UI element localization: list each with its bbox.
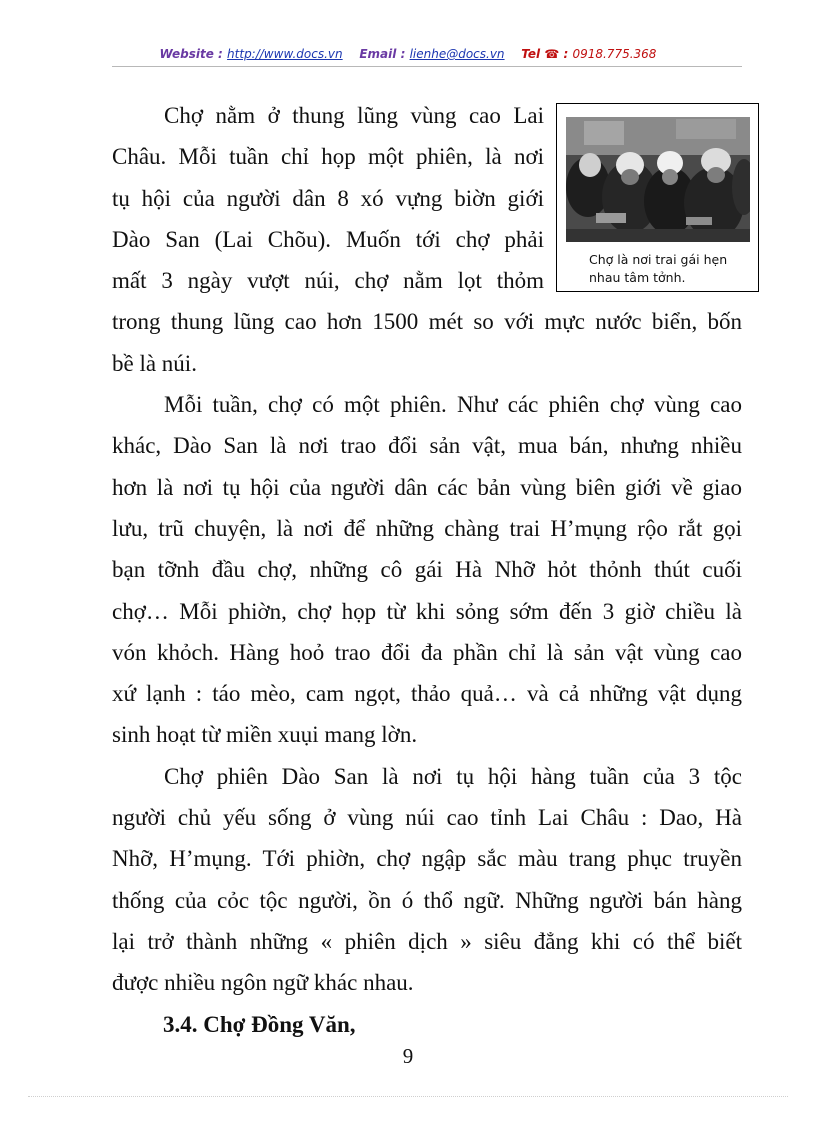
paragraph-line: sinh hoạt từ miền xuụi mang lờn. [112, 722, 418, 748]
email-link[interactable]: lienhe@docs.vn [409, 47, 505, 61]
header-divider [112, 66, 742, 67]
email-label: Email : [359, 47, 406, 61]
website-link[interactable]: http://www.docs.vn [227, 47, 343, 61]
paragraph-line: chợ… Mỗi phiờn, chợ họp từ khi sỏng sớm đến 3 giờ chiều là [112, 598, 742, 624]
paragraph-line: bạn tỡnh đầu chợ, những cô gái Hà Nhỡ hỏt thỏnh thút cuối [112, 557, 742, 583]
paragraph-line: được nhiều ngôn ngữ khác nhau. [112, 970, 414, 996]
body-text [112, 95, 742, 1004]
caption-line: Chợ là nơi trai gái hẹn [589, 252, 728, 267]
paragraph-line: khác, Dào San là nơi trao đổi sản vật, mua bán, nhưng nhiều [112, 433, 742, 459]
website-label: Website : [159, 47, 223, 61]
tel-number: 0918.775.368 [572, 47, 657, 61]
paragraph-line: bề là núi. [112, 350, 197, 376]
paragraph-line: Mỗi tuần, chợ có một phiên. Như các phiên chợ vùng cao [164, 392, 742, 418]
section-heading: 3.4. Chợ Đồng Văn, [163, 1012, 356, 1037]
paragraph-line: tụ hội của người dân 8 xó vựng biờn giới [112, 185, 544, 211]
paragraph-line: Chợ nằm ở thung lũng vùng cao Lai [164, 103, 544, 128]
page-header [0, 47, 816, 61]
paragraph-line: vón khỏch. Hàng hoỏ trao đổi đa phần chỉ là sản vật vùng cao [112, 639, 742, 665]
paragraph-line: Chợ phiên Dào San là nơi tụ hội hàng tuần của 3 tộc [164, 763, 742, 789]
paragraph-line: lại trở thành những « phiên dịch » siêu đẳng khi có thể biết [112, 928, 742, 954]
paragraph-line: trong thung lũng cao hơn 1500 mét so với mực nước biển, bốn [112, 309, 742, 335]
footer-divider [28, 1096, 788, 1097]
paragraph-line: Châu. Mỗi tuần chỉ họp một phiên, là nơi [112, 144, 544, 170]
paragraph-line: lưu, trũ chuyện, là nơi để những chàng trai H’mụng rộo rắt gọi [112, 515, 742, 541]
paragraph-line: người chủ yếu sống ở vùng núi cao tỉnh Lai Châu : Dao, Hà [112, 805, 742, 831]
paragraph-line: xứ lạnh : táo mèo, cam ngọt, thảo quả… và cả những vật dụng [112, 681, 742, 707]
paragraph-line: thống của cỏc tộc người, ồn ó thổ ngữ. Những người bán hàng [112, 887, 742, 913]
paragraph-line: Nhỡ, H’mụng. Tới phiờn, chợ ngập sắc màu trang phục truyền [112, 846, 742, 872]
tel-label: Tel ☎ : [521, 47, 569, 61]
caption-line: nhau tâm tởnh. [589, 270, 686, 285]
paragraph-line: mất 3 ngày vượt núi, chợ nằm lọt thỏm [112, 268, 544, 294]
paragraph-line: hơn là nơi tụ hội của người dân các bản vùng biên giới về giao [112, 474, 742, 500]
paragraph-line: Dào San (Lai Chõu). Muốn tới chợ phải [112, 226, 544, 252]
page-number: 9 [402, 1044, 414, 1068]
